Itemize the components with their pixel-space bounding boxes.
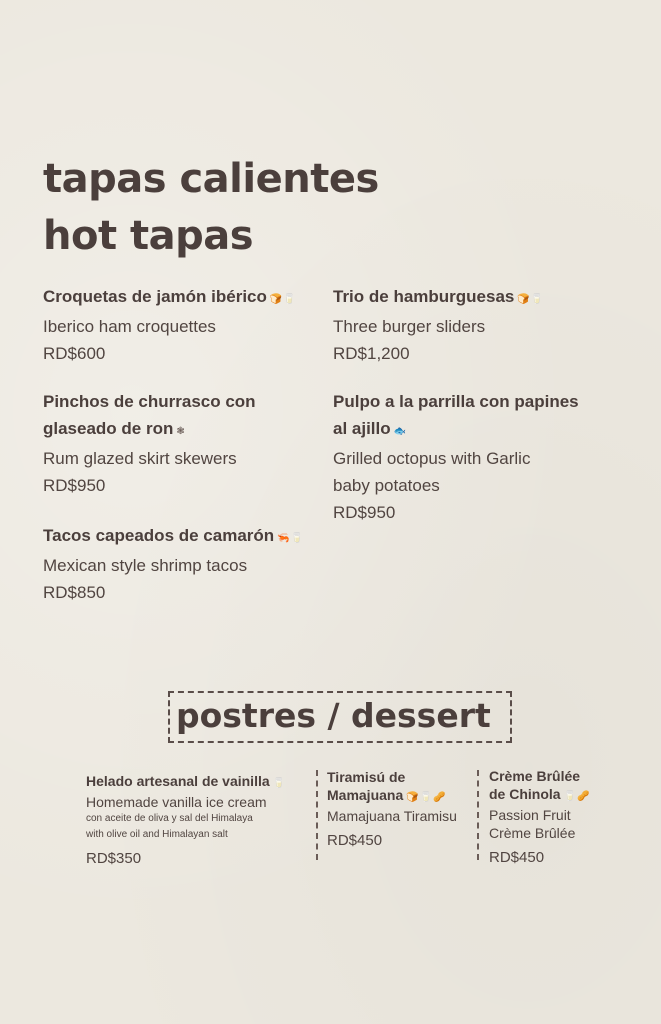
dessert-price: RD$450 (327, 832, 383, 849)
item-name: Tacos capeados de camarón 🦐🥛 (43, 526, 305, 545)
dessert-description: Mamajuana Tiramisu (327, 808, 457, 824)
item-description-line2: baby potatoes (333, 476, 440, 495)
dessert-name-line1: Tiramisú de (327, 769, 406, 785)
item-description-line1: Grilled octopus with Garlic (333, 449, 531, 468)
item-description: Iberico ham croquettes (43, 317, 216, 336)
menu-item-tacos (43, 522, 333, 606)
dessert-creme-brulee (489, 767, 649, 868)
dessert-section-title: postres / dessert (176, 696, 491, 735)
dessert-note-spanish: con aceite de oliva y sal del Himalaya (86, 813, 253, 824)
dessert-helado (86, 772, 308, 869)
item-price: RD$600 (43, 344, 106, 363)
dessert-price: RD$350 (86, 850, 142, 867)
allergen-icon: 🍞🥛 (269, 294, 297, 305)
dessert-divider (477, 770, 479, 860)
menu-item-croquetas (43, 283, 333, 367)
item-name-line2: glaseado de ron ❃ (43, 419, 186, 438)
section-title-english: hot tapas (43, 213, 254, 259)
item-price: RD$1,200 (333, 344, 410, 363)
menu-item-pulpo (333, 388, 633, 526)
dessert-description: Homemade vanilla ice cream (86, 794, 267, 810)
item-description: Rum glazed skirt skewers (43, 449, 237, 468)
item-description: Mexican style shrimp tacos (43, 556, 248, 575)
dessert-name-line2: Mamajuana 🍞🥛🥜 (327, 787, 447, 803)
section-title-spanish: tapas calientes (43, 156, 379, 202)
dessert-price: RD$450 (489, 849, 545, 866)
dessert-divider (316, 770, 318, 860)
item-price: RD$850 (43, 583, 106, 602)
dessert-note-english: with olive oil and Himalayan salt (86, 829, 228, 840)
item-name-line1: Pulpo a la parrilla con papines (333, 392, 579, 411)
dessert-name-line1: Crème Brûlée (489, 768, 581, 784)
item-price: RD$950 (333, 503, 396, 522)
dessert-name-line2: de Chinola 🥛🥜 (489, 786, 591, 802)
dessert-description-line1: Passion Fruit (489, 807, 571, 823)
item-name-line2: al ajillo 🐟 (333, 419, 408, 438)
allergen-icon: 🥛🥜 (563, 791, 591, 802)
fish-icon: 🐟 (393, 426, 408, 437)
menu-item-hamburguesas (333, 283, 623, 367)
allergen-icon: 🍞🥛 (517, 294, 545, 305)
allergen-icon: ❃ (176, 426, 186, 437)
item-name: Trio de hamburguesas 🍞🥛 (333, 287, 545, 306)
item-name-line1: Pinchos de churrasco con (43, 392, 256, 411)
dessert-name: Helado artesanal de vainilla 🥛 (86, 773, 287, 789)
item-description: Three burger sliders (333, 317, 486, 336)
allergen-icon: 🍞🥛🥜 (406, 792, 447, 803)
shrimp-icon: 🦐🥛 (277, 533, 305, 544)
menu-item-pinchos (43, 388, 333, 499)
item-price: RD$950 (43, 476, 106, 495)
item-name: Croquetas de jamón ibérico 🍞🥛 (43, 287, 297, 306)
dairy-icon: 🥛 (272, 778, 287, 789)
dessert-tiramisu (327, 768, 472, 851)
dessert-description-line2: Crème Brûlée (489, 825, 576, 841)
